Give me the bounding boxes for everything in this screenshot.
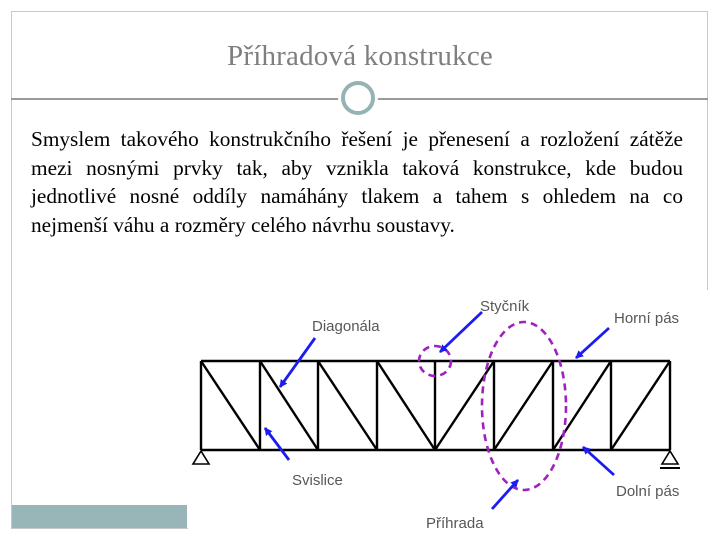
label-dolni-pas: Dolní pás (616, 483, 680, 500)
truss-diagram (188, 290, 720, 540)
label-horni-pas: Horní pás (614, 310, 680, 327)
footer-accent-bar (12, 505, 187, 528)
label-svislice: Svislice (292, 472, 343, 489)
label-diagonala: Diagonála (312, 318, 380, 335)
slide-title: Příhradová konstrukce (227, 40, 493, 72)
diagram-background (188, 290, 720, 540)
label-stycnik: Styčník (480, 298, 530, 315)
label-prihrada: Příhrada (426, 515, 484, 532)
slide-body-text: Smyslem takového konstrukčního řešení je přenesení a rozložení zátěže mezi nosnými prvky tak, aby vznikla taková konstrukce, kde budou jednotlivé nosné oddíly namáhány tlakem a tahem s ohledem na co nejmenší váhu a rozměry celého návrhu soustavy. (31, 127, 683, 237)
divider-ring (341, 81, 375, 115)
